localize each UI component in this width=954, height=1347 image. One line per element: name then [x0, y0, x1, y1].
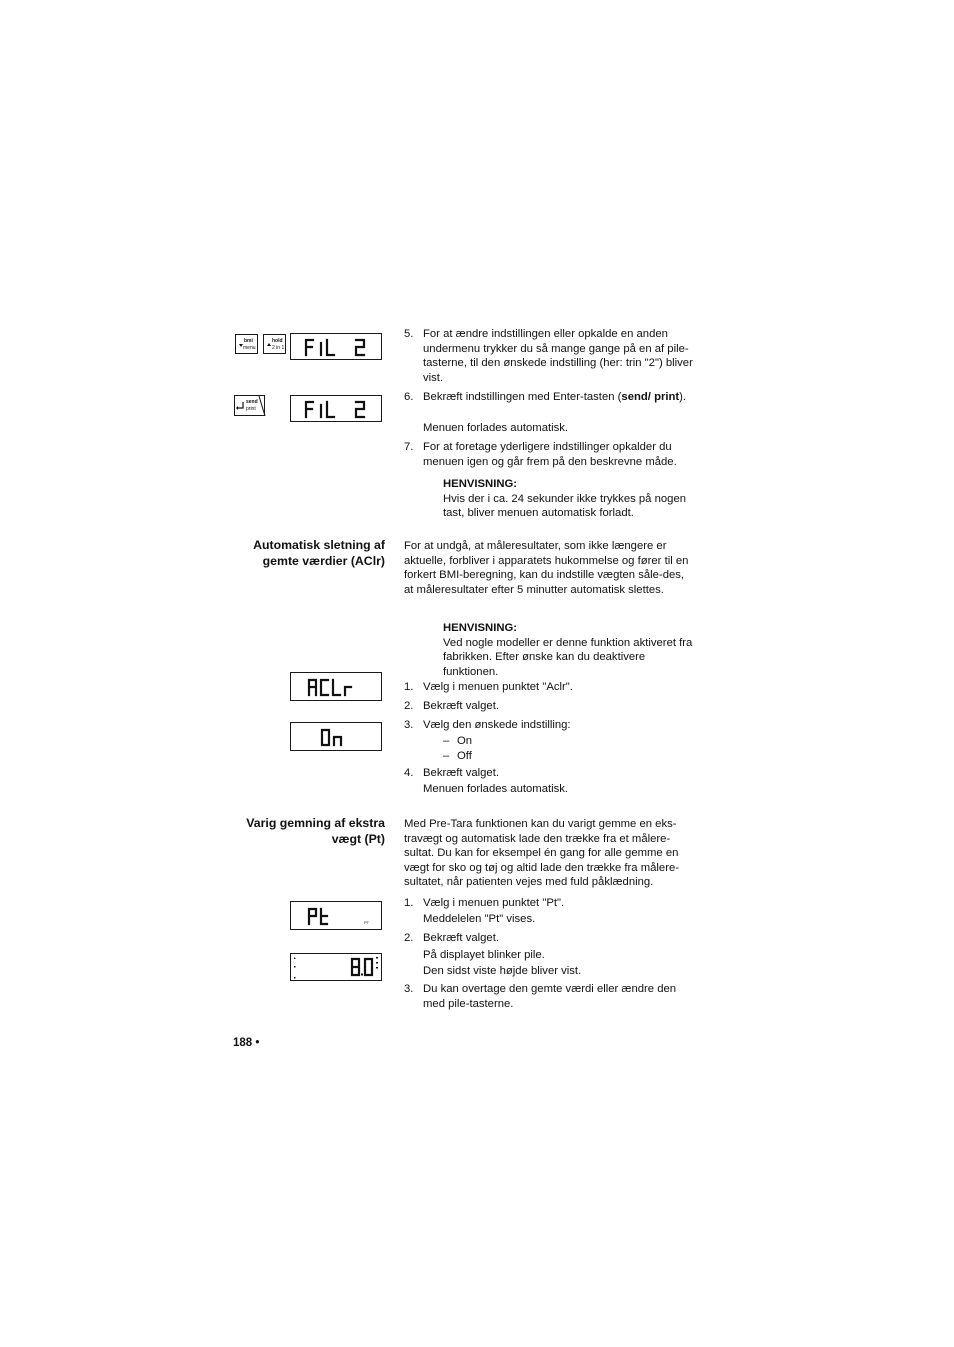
step-number: 3.	[404, 983, 414, 995]
lcd-display-fil-2-b	[290, 395, 382, 422]
note-box	[443, 477, 696, 521]
step-subtext: Menuen forlades automatisk.	[423, 783, 569, 795]
step-text: Bekræft valget.	[423, 932, 499, 944]
step-text: Vælg i menuen punktet "Aclr".	[423, 681, 573, 693]
note-text: Ved nogle modeller er denne funktion aktiveret fra fabrikken. Efter ønske kan du deaktivere funktionen.	[443, 636, 693, 678]
note-title: HENVISNING:	[443, 478, 518, 490]
step-number: 7.	[404, 441, 414, 453]
pt-indicator-tag: PT	[364, 920, 370, 925]
option-item-off: – Off	[443, 750, 472, 762]
key-up-label: hold	[272, 338, 283, 344]
step-number: 1.	[404, 681, 414, 693]
seven-segment-fil-2	[291, 334, 383, 361]
step-number: 2.	[404, 700, 414, 712]
step-text: For at ændre indstillingen eller opkalde en anden undermenu trykker du så mange gange på en af pile-tasterne, til den ønskede indstilling (her: trin "2") bliver vist.	[423, 328, 693, 384]
seven-segment-on	[291, 723, 383, 752]
lcd-display-aclr	[290, 672, 382, 701]
step-text: For at foretage yderligere indstillinger opkalder du menuen igen og går frem på den beskrevne måde.	[423, 441, 677, 468]
step-text: Bekræft valget.	[423, 767, 499, 779]
step-number: 4.	[404, 767, 414, 779]
key-down-label: bmi	[244, 338, 253, 344]
seven-segment-height	[291, 954, 383, 982]
key-send-sublabel: print	[246, 406, 256, 412]
seven-segment-aclr	[291, 673, 383, 702]
arrow-down-key-icon	[235, 334, 258, 354]
send-print-key-name: send/ print	[621, 391, 680, 403]
step-text: Bekræft indstillingen med Enter-tasten (send/ print).	[423, 391, 687, 403]
step-number: 6.	[404, 391, 414, 403]
option-item-on: – On	[443, 735, 473, 747]
seven-segment-pt	[291, 902, 383, 931]
step-text: Vælg i menuen punktet "Pt".	[423, 897, 565, 909]
section-intro-aclr: For at undgå, at måleresultater, som ikke længere er aktuelle, forbliver i apparatets hukommelse og fører til en forkert BMI-beregning, kan du indstille vægten såle-des, at måleresultater efter 5 minutter automatisk slettes.	[404, 540, 689, 596]
step-subtext: På displayet blinker pile.	[423, 949, 545, 961]
step-number: 2.	[404, 932, 414, 944]
key-send-label: send	[246, 399, 258, 405]
step-subtext: Den sidst viste højde bliver vist.	[423, 965, 582, 977]
note-title: HENVISNING:	[443, 622, 518, 634]
section-intro-pt: Med Pre-Tara funktionen kan du varigt gemme en eks-travægt og automatisk lade den trække fra et målere-sultat. Du kan for eksempel én gang for alle gemme en vægt for sko og tøj og altid lade den trække fra målere-sultatet, når patienten vejes med fuld påklædning.	[404, 818, 680, 889]
lcd-display-pt	[290, 901, 382, 930]
page-number: 188 •	[233, 1037, 260, 1049]
lcd-display-height	[290, 953, 382, 981]
seven-segment-fil-2	[291, 396, 383, 423]
step-number: 3.	[404, 719, 414, 731]
section-heading-pt: Varig gemning af ekstra vægt (Pt)	[246, 816, 385, 846]
step-text: Vælg den ønskede indstilling:	[423, 719, 571, 731]
note-box	[443, 621, 696, 679]
key-up-sublabel: 2 in 1	[272, 345, 285, 351]
section-heading-aclr: Automatisk sletning af gemte værdier (AClr)	[253, 538, 385, 568]
arrow-up-key-icon	[263, 334, 286, 354]
enter-send-key-icon	[234, 395, 265, 416]
key-down-sublabel: menu	[243, 345, 256, 351]
step-text: Du kan overtage den gemte værdi eller ændre den med pile-tasterne.	[423, 983, 677, 1010]
lcd-display-fil-2-a	[290, 333, 382, 360]
step-subtext: Menuen forlades automatisk.	[423, 422, 569, 434]
step-text: Bekræft valget.	[423, 700, 499, 712]
step-subtext: Meddelelen "Pt" vises.	[423, 913, 536, 925]
step-number: 1.	[404, 897, 414, 909]
note-text: Hvis der i ca. 24 sekunder ikke trykkes på nogen tast, bliver menuen automatisk forladt.	[443, 492, 687, 520]
step-number: 5.	[404, 328, 414, 340]
lcd-display-on	[290, 722, 382, 751]
